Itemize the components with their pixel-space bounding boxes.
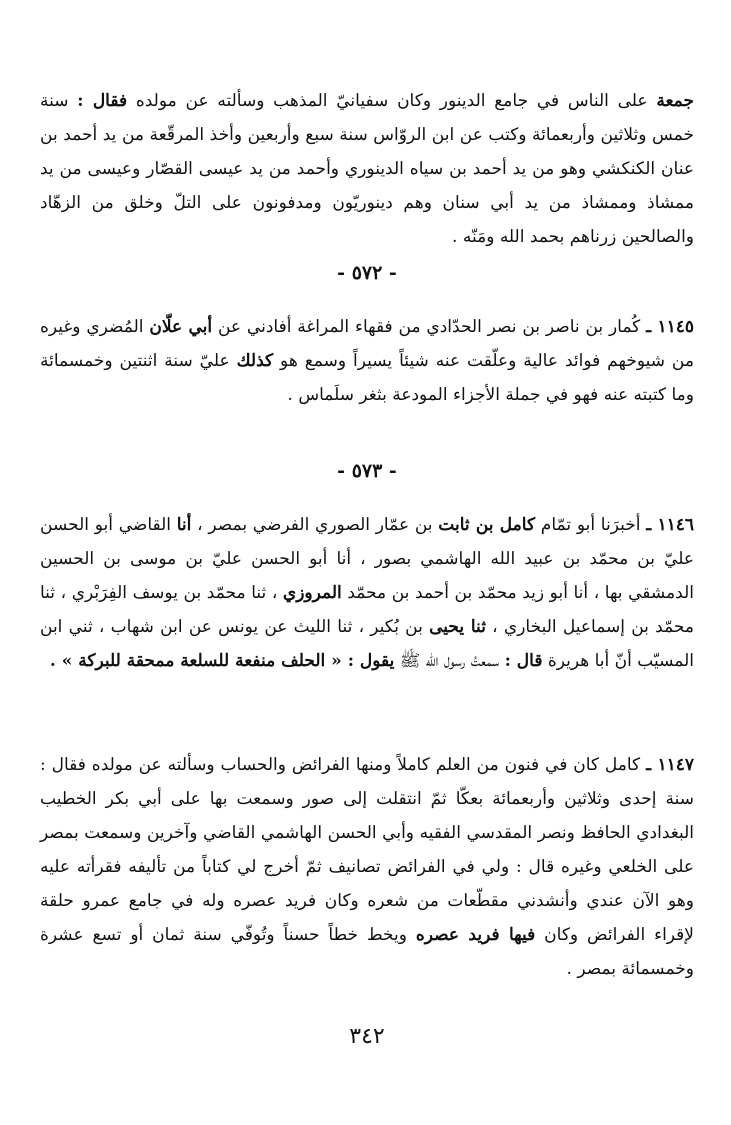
narrator-name: كامل بن ثابت	[438, 515, 536, 535]
entry-text: المُضري وغيره من شيوخهم فوائد عالية وعلّقت عنه شيئاً يسيراً وسمع هو	[40, 317, 694, 371]
page-number: ٣٤٢	[349, 1024, 385, 1049]
bold-phrase: أبي علّان	[149, 317, 213, 337]
entry-text: سمعتُ رسول الله ﷺ	[394, 651, 505, 671]
entry-text: ، ثنا محمّد بن يوسف الفِرَبْري ، ثنا محمّد بن إسماعيل البخاري ،	[40, 583, 694, 637]
entry-text: بن عمّار الصوري الفرضي بمصر ،	[191, 515, 439, 535]
section-number-573: - ٥٧٣ -	[337, 460, 397, 482]
paragraph-text: سنة خمس وثلاثين وأربعمائة وكتب عن ابن الروّاس سنة سبع وأربعين وأخذ المرقّعة من يد أحمد بن عنان الكنكشي وهو من يد أحمد بن سياه الدينوري وأحمد من يد عيسى القصّار وعيسى من يد ممشاذ وممشاذ من يد أبي سنان وهم دينوريّون ومدفونون على التلّ وخلق من الزهّاد والصالحين زرناهم بحمد الله ومَنّه .	[40, 91, 694, 247]
bold-phrase: كذلك	[236, 351, 274, 371]
entry-number: ١١٤٦ ـ	[646, 515, 694, 535]
entry-text: عليّ سنة اثنتين وخمسمائة وما كتبته عنه فهو في جملة الأجزاء المودعة بثغر سلَماس .	[40, 351, 694, 405]
bold-phrase: ثنا يحيى	[429, 617, 486, 637]
entry-number: ١١٤٥ ـ	[646, 317, 694, 337]
entry-text: بن بُكير ، ثنا الليث عن يونس عن ابن شهاب ، ثني ابن المسيّب أنّ أبا هريرة	[40, 617, 694, 671]
bold-phrase: أنا	[176, 515, 192, 535]
document-page	[40, 0, 694, 1125]
entry-1147	[40, 748, 694, 986]
paragraph-continued	[40, 84, 694, 254]
entry-text: كامل كان في فنون من العلم كاملاً ومنها الفرائض والحساب وسألته عن مولده فقال : سنة إحدى وثلاثين وأربعمائة بعكّا ثمّ انتقلت إلى صور وسمعت بها على أبي بكر الخطيب البغدادي الحافظ ونصر المقدسي الفقيه وأبي الحسن الهاشمي القاضي وآخرين وسمعت بمصر على الخلعي وغيره قال : ولي في الفرائض تصانيف ثمّ أخرج لي كتاباً من تأليفه فقرأته عليه وهو الآن عندي وأنشدني مقطّعات من شعره وكان فريد عصره وله في جامع عمرو حلقة لإقراء الفرائض وكان	[40, 755, 694, 945]
bold-phrase: المروزي	[282, 583, 342, 603]
bold-phrase: فيها فريد عصره	[415, 925, 536, 945]
entry-text: أخبرَنا أبو تمّام	[535, 515, 647, 535]
bold-phrase: فقال :	[77, 91, 128, 111]
lead-bold-word: جمعة	[656, 91, 694, 111]
bold-phrase: قال :	[504, 651, 543, 671]
paragraph-text: على الناس في جامع الدينور وكان سفيانيّ المذهب وسألته عن مولده	[127, 91, 657, 111]
entry-number: ١١٤٧ ـ	[646, 755, 694, 775]
entry-text: كُمار بن ناصر بن نصر الحدّادي من فقهاء المراغة أفادني عن	[212, 317, 647, 337]
entry-1146	[40, 508, 694, 678]
hadith-quote: يقول : « الحلف منفعة للسلعة ممحقة للبركة » .	[49, 651, 395, 671]
entry-text: ويخط خطاً حسناً وتُوفّي سنة ثمان أو تسع عشرة وخمسمائة بمصر .	[40, 925, 694, 979]
entry-text: القاضي أبو الحسن عليّ بن محمّد بن عبيد الله الهاشمي بصور ، أنا أبو الحسن عليّ بن موسى بن الحسين الدمشقي بها ، أنا أبو زيد محمّد بن أحمد بن محمّد	[40, 515, 694, 603]
entry-1145	[40, 310, 694, 412]
section-number-572: - ٥٧٢ -	[337, 262, 397, 284]
